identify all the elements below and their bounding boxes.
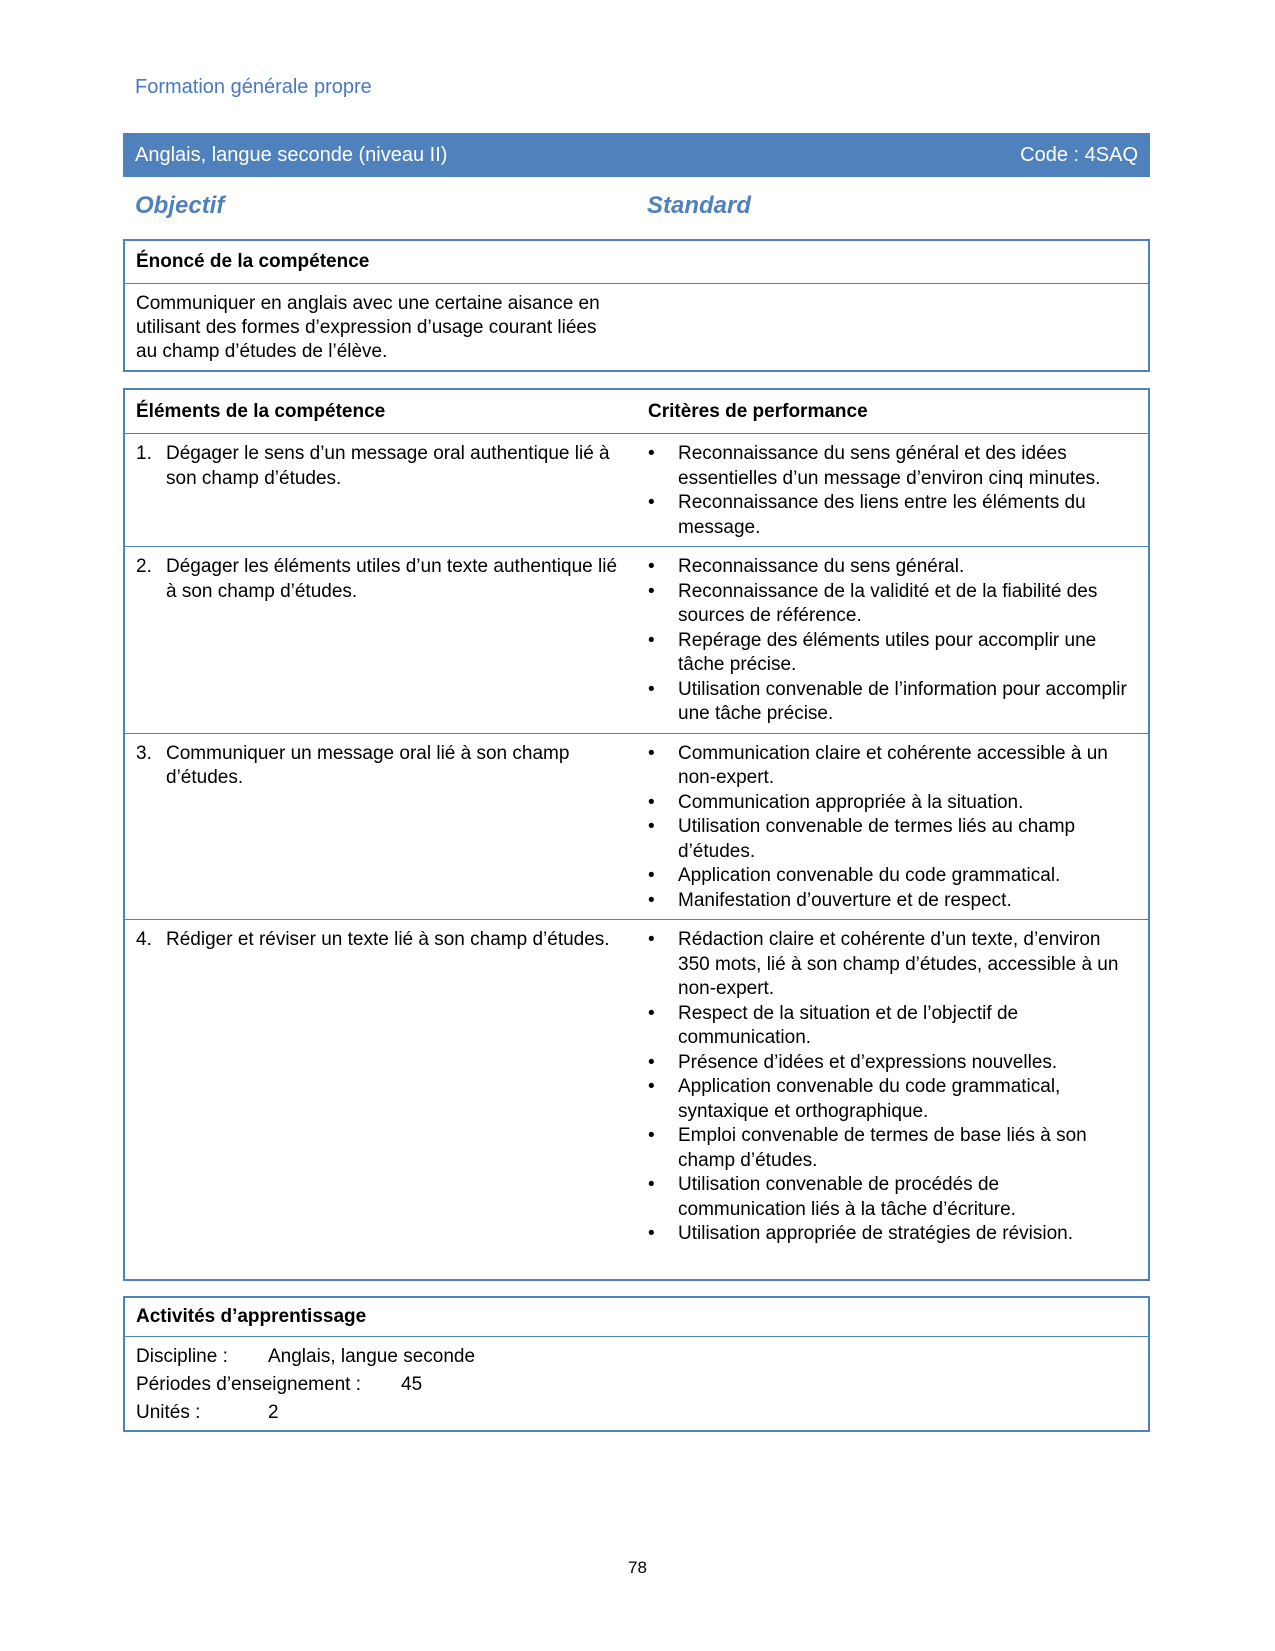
criteria-item [648,491,1128,540]
activites-body [125,1337,1148,1433]
criteria-item [648,678,1128,727]
objectif-heading: Objectif [135,192,225,219]
element-row [125,920,1148,1253]
criteria-item [648,1124,1128,1173]
bullet-icon: • [648,556,655,577]
element-cell [136,742,648,914]
periodes-row [136,1371,1137,1399]
bullet-icon: • [648,1125,655,1146]
criteria-item [648,442,1128,491]
unites-row [136,1399,1137,1427]
bullet-icon: • [648,580,655,602]
criteria-text: Repérage des éléments utiles pour accomplir une tâche précise. [678,629,1097,675]
bullet-icon: • [648,1002,655,1024]
criteria-text: Reconnaissance de la validité et de la fiabilité des sources de référence. [678,580,1098,626]
criteria-item [648,555,1128,580]
criteria-text: Emploi convenable de termes de base liés à son champ d’études. [678,1125,1087,1171]
bullet-icon: • [648,929,655,950]
criteria-item [648,580,1128,629]
criteria-text: Application convenable du code grammatical. [678,865,1061,886]
criteria-list [648,555,1128,727]
criteria-column-header: Critères de performance [648,400,868,422]
criteria-item [648,889,1128,914]
bullet-icon: • [648,1051,655,1073]
criteria-text: Utilisation convenable de l’information pour accomplir une tâche précise. [678,678,1127,724]
enonce-heading: Énoncé de la compétence [125,241,1148,284]
element-number: 4. [136,929,152,950]
criteria-text: Utilisation appropriée de stratégies de révision. [678,1223,1073,1244]
bullet-icon: • [648,791,655,813]
activites-heading: Activités d’apprentissage [125,1298,1148,1337]
unites-label: Unités : [136,1402,201,1423]
course-title: Anglais, langue seconde (niveau II) [135,143,448,166]
bullet-icon: • [648,492,655,513]
bullet-icon: • [648,865,655,886]
criteria-item [648,1002,1128,1051]
criteria-text: Utilisation convenable de procédés de communication liés à la tâche d’écriture. [678,1174,1016,1220]
criteria-text: Présence d’idées et d’expressions nouvelles. [678,1051,1058,1073]
element-text: Dégager le sens d’un message oral authentique lié à son champ d’études. [166,443,610,489]
course-code: Code : 4SAQ [1020,143,1138,166]
criteria-item [648,629,1128,678]
criteria-item [648,1173,1128,1222]
elements-table-header [125,390,1148,434]
course-banner [123,133,1150,177]
criteria-item [648,1075,1128,1124]
criteria-text: Application convenable du code grammatical, syntaxique et orthographique. [678,1076,1061,1122]
bullet-icon: • [648,1223,655,1244]
enonce-text: Communiquer en anglais avec une certaine aisance en utilisant des formes d’expression d’usage courant liées au champ d’études de l’élève. [136,293,600,362]
bullet-icon: • [648,629,655,651]
criteria-text: Respect de la situation et de l’objectif de communication. [678,1002,1019,1048]
element-text: Dégager les éléments utiles d’un texte authentique lié à son champ d’études. [166,556,618,602]
criteria-item [648,791,1128,816]
bullet-icon: • [648,443,655,464]
element-cell [136,928,648,1247]
criteria-item [648,1051,1128,1076]
elements-table [123,388,1150,1281]
element-number: 3. [136,742,152,764]
element-number: 2. [136,556,152,577]
element-text: Communiquer un message oral lié à son champ d’études. [166,742,570,788]
criteria-item [648,928,1128,1002]
criteria-text: Reconnaissance des liens entre les éléments du message. [678,492,1086,538]
bullet-icon: • [648,742,655,764]
element-number: 1. [136,443,152,464]
bullet-icon: • [648,889,655,911]
criteria-cell [648,928,1128,1247]
element-row [125,547,1148,734]
bullet-icon: • [648,816,655,837]
periodes-label: Périodes d’enseignement : [136,1374,361,1395]
bullet-icon: • [648,1174,655,1195]
criteria-text: Utilisation convenable de termes liés au champ d’études. [678,816,1076,862]
criteria-cell [648,742,1128,914]
unites-value: 2 [268,1402,279,1423]
elements-column-header: Éléments de la compétence [136,400,386,422]
criteria-item [648,864,1128,889]
discipline-row [136,1343,1137,1371]
criteria-text: Communication claire et cohérente accessible à un non-expert. [678,742,1108,788]
enonce-box [123,239,1150,372]
bullet-icon: • [648,678,655,700]
page-number: 78 [628,1558,647,1577]
element-row [125,734,1148,921]
criteria-item [648,1222,1128,1247]
bullet-icon: • [648,1076,655,1097]
criteria-text: Communication appropriée à la situation. [678,791,1024,813]
element-cell [136,555,648,727]
standard-heading: Standard [647,192,752,219]
element-row [125,434,1148,547]
criteria-text: Rédaction claire et cohérente d’un texte, d’environ 350 mots, lié à son champ d’études, accessible à un non-expert. [678,929,1119,999]
discipline-value: Anglais, langue seconde [268,1346,476,1367]
criteria-cell [648,555,1128,727]
element-text: Rédiger et réviser un texte lié à son champ d’études. [166,929,610,950]
criteria-list [648,928,1128,1247]
criteria-item [648,815,1128,864]
column-headings [135,192,1135,222]
activites-box [123,1296,1150,1432]
periodes-value: 45 [401,1374,423,1395]
section-title: Formation générale propre [135,76,372,98]
discipline-label: Discipline : [136,1346,228,1367]
criteria-text: Reconnaissance du sens général et des idées essentielles d’un message d’environ cinq minutes. [678,443,1101,489]
element-cell [136,442,648,540]
criteria-list [648,742,1128,914]
criteria-text: Reconnaissance du sens général. [678,556,965,577]
criteria-item [648,742,1128,791]
criteria-text: Manifestation d’ouverture et de respect. [678,889,1012,911]
criteria-list [648,442,1128,540]
criteria-cell [648,442,1128,540]
